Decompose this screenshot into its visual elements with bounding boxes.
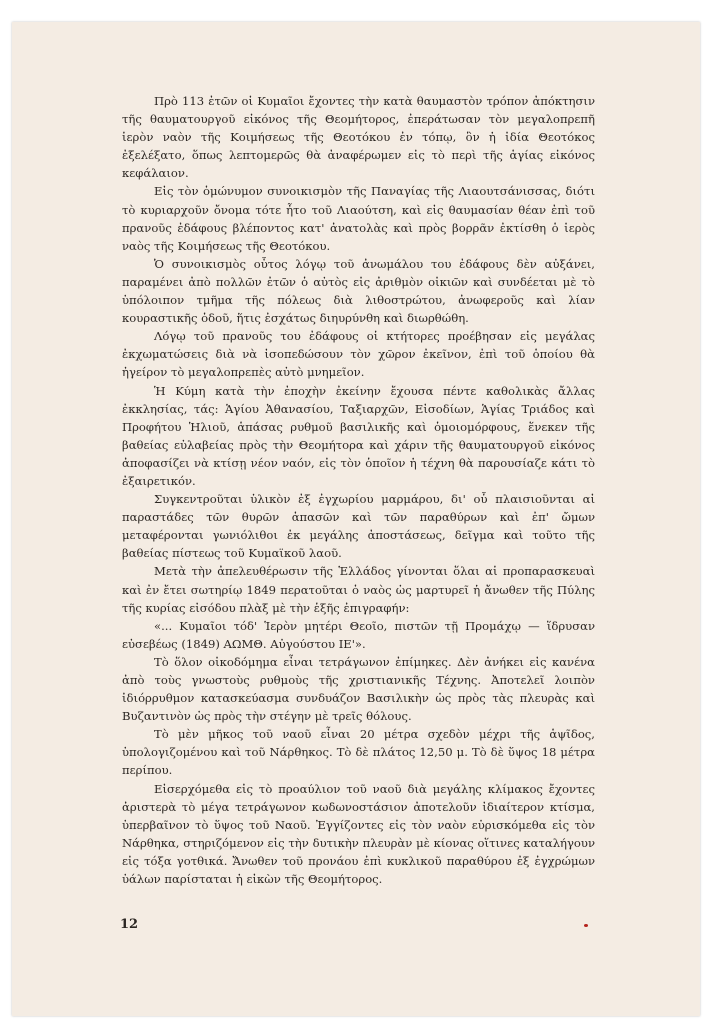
page-number: 12 — [120, 917, 139, 932]
body-text — [122, 92, 595, 888]
paragraph: Εἰς τὸν ὁμώνυμον συνοικισμὸν τῆς Παναγίας τῆς Λιαουτσάνισσας, διότι τὸ κυριαρχοῦν ὄνομα τότε ἦτο τοῦ Λιαούτση, καὶ εἰς θαυμασίαν θέαν ἐπὶ τοῦ πρανοῦς ἐδάφους βλέποντος κατ' ἀνατολὰς καὶ πρὸς βορρᾶν ἐκτίσθη ὁ ἱερὸς ναὸς τῆς Κοιμήσεως τῆς Θεοτόκου. — [122, 184, 595, 253]
paragraph: Τὸ μὲν μῆκος τοῦ ναοῦ εἶναι 20 μέτρα σχεδὸν μέχρι τῆς ἁψῖδος, ὑπολογιζομένου καὶ τοῦ Νάρθηκος. Τὸ δὲ πλάτος 12,50 μ. Τὸ δὲ ὕψος 18 μέτρα περίπου. — [122, 727, 595, 778]
inscription-quote: «... Κυμαῖοι τόδ' Ἱερὸν μητέρι Θεοῖο, πιστῶν τῇ Προμάχῳ — ἵδρυσαν εὐσεβέως (1849) ΑΩΜΘ. Αὐγούστου ΙΕ'». — [122, 618, 595, 651]
paragraph: Ὁ συνοικισμὸς οὗτος λόγῳ τοῦ ἀνωμάλου του ἐδάφους δὲν αὐξάνει, παραμένει ἀπὸ πολλῶν ἐτῶν ὁ αὐτὸς εἰς ἀριθμὸν οἰκιῶν καὶ συνδέεται μὲ τὸ ὑπόλοιπον τμῆμα τῆς πόλεως διὰ λιθοστρώτου, ἀνωφεροῦς καὶ λίαν κουραστικῆς ὁδοῦ, ἥτις ἐσχάτως διηυρύνθη καὶ διωρθώθη. — [122, 256, 595, 326]
red-ink-speck — [584, 924, 588, 927]
paragraph: Λόγῳ τοῦ πρανοῦς του ἐδάφους οἱ κτήτορες προέβησαν εἰς μεγάλας ἐκχωματώσεις διὰ νὰ ἰσοπεδώσουν τὸν χῶρον ἐκεῖνον, ἐπὶ τοῦ ὁποίου θὰ ἠγείρον τὸ μεγαλοπρεπὲς αὐτὸ μνημεῖον. — [122, 329, 595, 380]
paragraph: Εἰσερχόμεθα εἰς τὸ προαύλιον τοῦ ναοῦ διὰ μεγάλης κλίμακος ἔχοντες ἀριστερὰ τὸ μέγα τετράγωνον κωδωνοστάσιον ἀποτελοῦν ἰδιαίτερον κτίσμα, ὑπερβαῖνον τὸ ὕψος τοῦ Ναοῦ. Ἐγγίζοντες εἰς τὸν ναὸν εὑρισκόμεθα εἰς τὸν Νάρθηκα, στηριζόμενον εἰς τὴν δυτικὴν πλευρὰν μὲ κίονας οἵτινες καταλήγουν εἰς τόξα γοτθικά. Ἄνωθεν τοῦ προνάου ἐπὶ κυκλικοῦ παραθύρου ἐξ ἐγχρώμων ὑάλων παρίσταται ἡ εἰκὼν τῆς Θεομήτορος. — [122, 781, 595, 887]
paragraph: Μετὰ τὴν ἀπελευθέρωσιν τῆς Ἑλλάδος γίνονται ὅλαι αἱ προπαρασκευαὶ καὶ ἐν ἔτει σωτηρίῳ 1849 περατοῦται ὁ ναὸς ὡς μαρτυρεῖ ἡ ἄνωθεν τῆς Πύλης τῆς κυρίας εἰσόδου πλὰξ μὲ τὴν ἑξῆς ἐπιγραφήν: — [122, 564, 595, 615]
paragraph: Πρὸ 113 ἐτῶν οἱ Κυμαῖοι ἔχοντες τὴν κατὰ θαυμαστὸν τρόπον ἀπόκτησιν τῆς θαυματουργοῦ εἰκόνος τῆς Θεομήτορος, ἐπεράτωσαν τὸν μεγαλοπρεπῆ ἱερὸν ναὸν τῆς Κοιμήσεως τῆς Θεοτόκου ἐν τόπῳ, ὃν ἡ ἰδία Θεοτόκος ἐξελέξατο, ὅπως λεπτομερῶς θὰ ἀναφέρωμεν εἰς τὸ περὶ τῆς ἁγίας εἰκόνος κεφάλαιον. — [122, 94, 595, 181]
book-page — [12, 22, 700, 1016]
paragraph: Συγκεντροῦται ὑλικὸν ἐξ ἐγχωρίου μαρμάρου, δι' οὗ πλαισιοῦνται αἱ παραστάδες τῶν θυρῶν ἁπασῶν καὶ τῶν παραθύρων καὶ ἐπ' ὤμων μεταφέρονται γωνιόλιθοι ἐκ μεγάλης ἀποστάσεως, δεῖγμα καὶ τοῦτο τῆς βαθείας πίστεως τοῦ Κυμαϊκοῦ λαοῦ. — [122, 492, 595, 561]
paragraph: Τὸ ὅλον οἰκοδόμημα εἶναι τετράγωνον ἐπίμηκες. Δὲν ἀνήκει εἰς κανένα ἀπὸ τοὺς γνωστοὺς ρυθμοὺς τῆς χριστιανικῆς Τέχνης. Ἀποτελεῖ λοιπὸν ἰδιόρρυθμον κατασκεύασμα συνδυάζον Βασιλικὴν ὡς πρὸς τὰς πλευρὰς καὶ Βυζαντινὸν ὡς πρὸς τὴν στέγην μὲ τρεῖς θόλους. — [122, 654, 595, 724]
paragraph: Ἡ Κύμη κατὰ τὴν ἐποχὴν ἐκείνην ἔχουσα πέντε καθολικὰς ἄλλας ἐκκλησίας, τάς: Ἁγίου Ἀθανασίου, Ταξιαρχῶν, Εἰσοδίων, Ἁγίας Τριάδος καὶ Προφήτου Ἡλιοῦ, ἁπάσας ρυθμοῦ βασιλικῆς καὶ ὁμοιομόρφους, ἕνεκεν τῆς βαθείας εὐλαβείας πρὸς τὴν Θεομήτορα καὶ χάριν τῆς θαυματουργοῦ εἰκόνος ἀποφασίζει νὰ κτίσῃ νέον ναόν, εἰς τὸν ὁποῖον ἡ τέχνη θὰ παρουσίαζε κάτι τὸ ἐξαιρετικόν. — [122, 383, 595, 488]
